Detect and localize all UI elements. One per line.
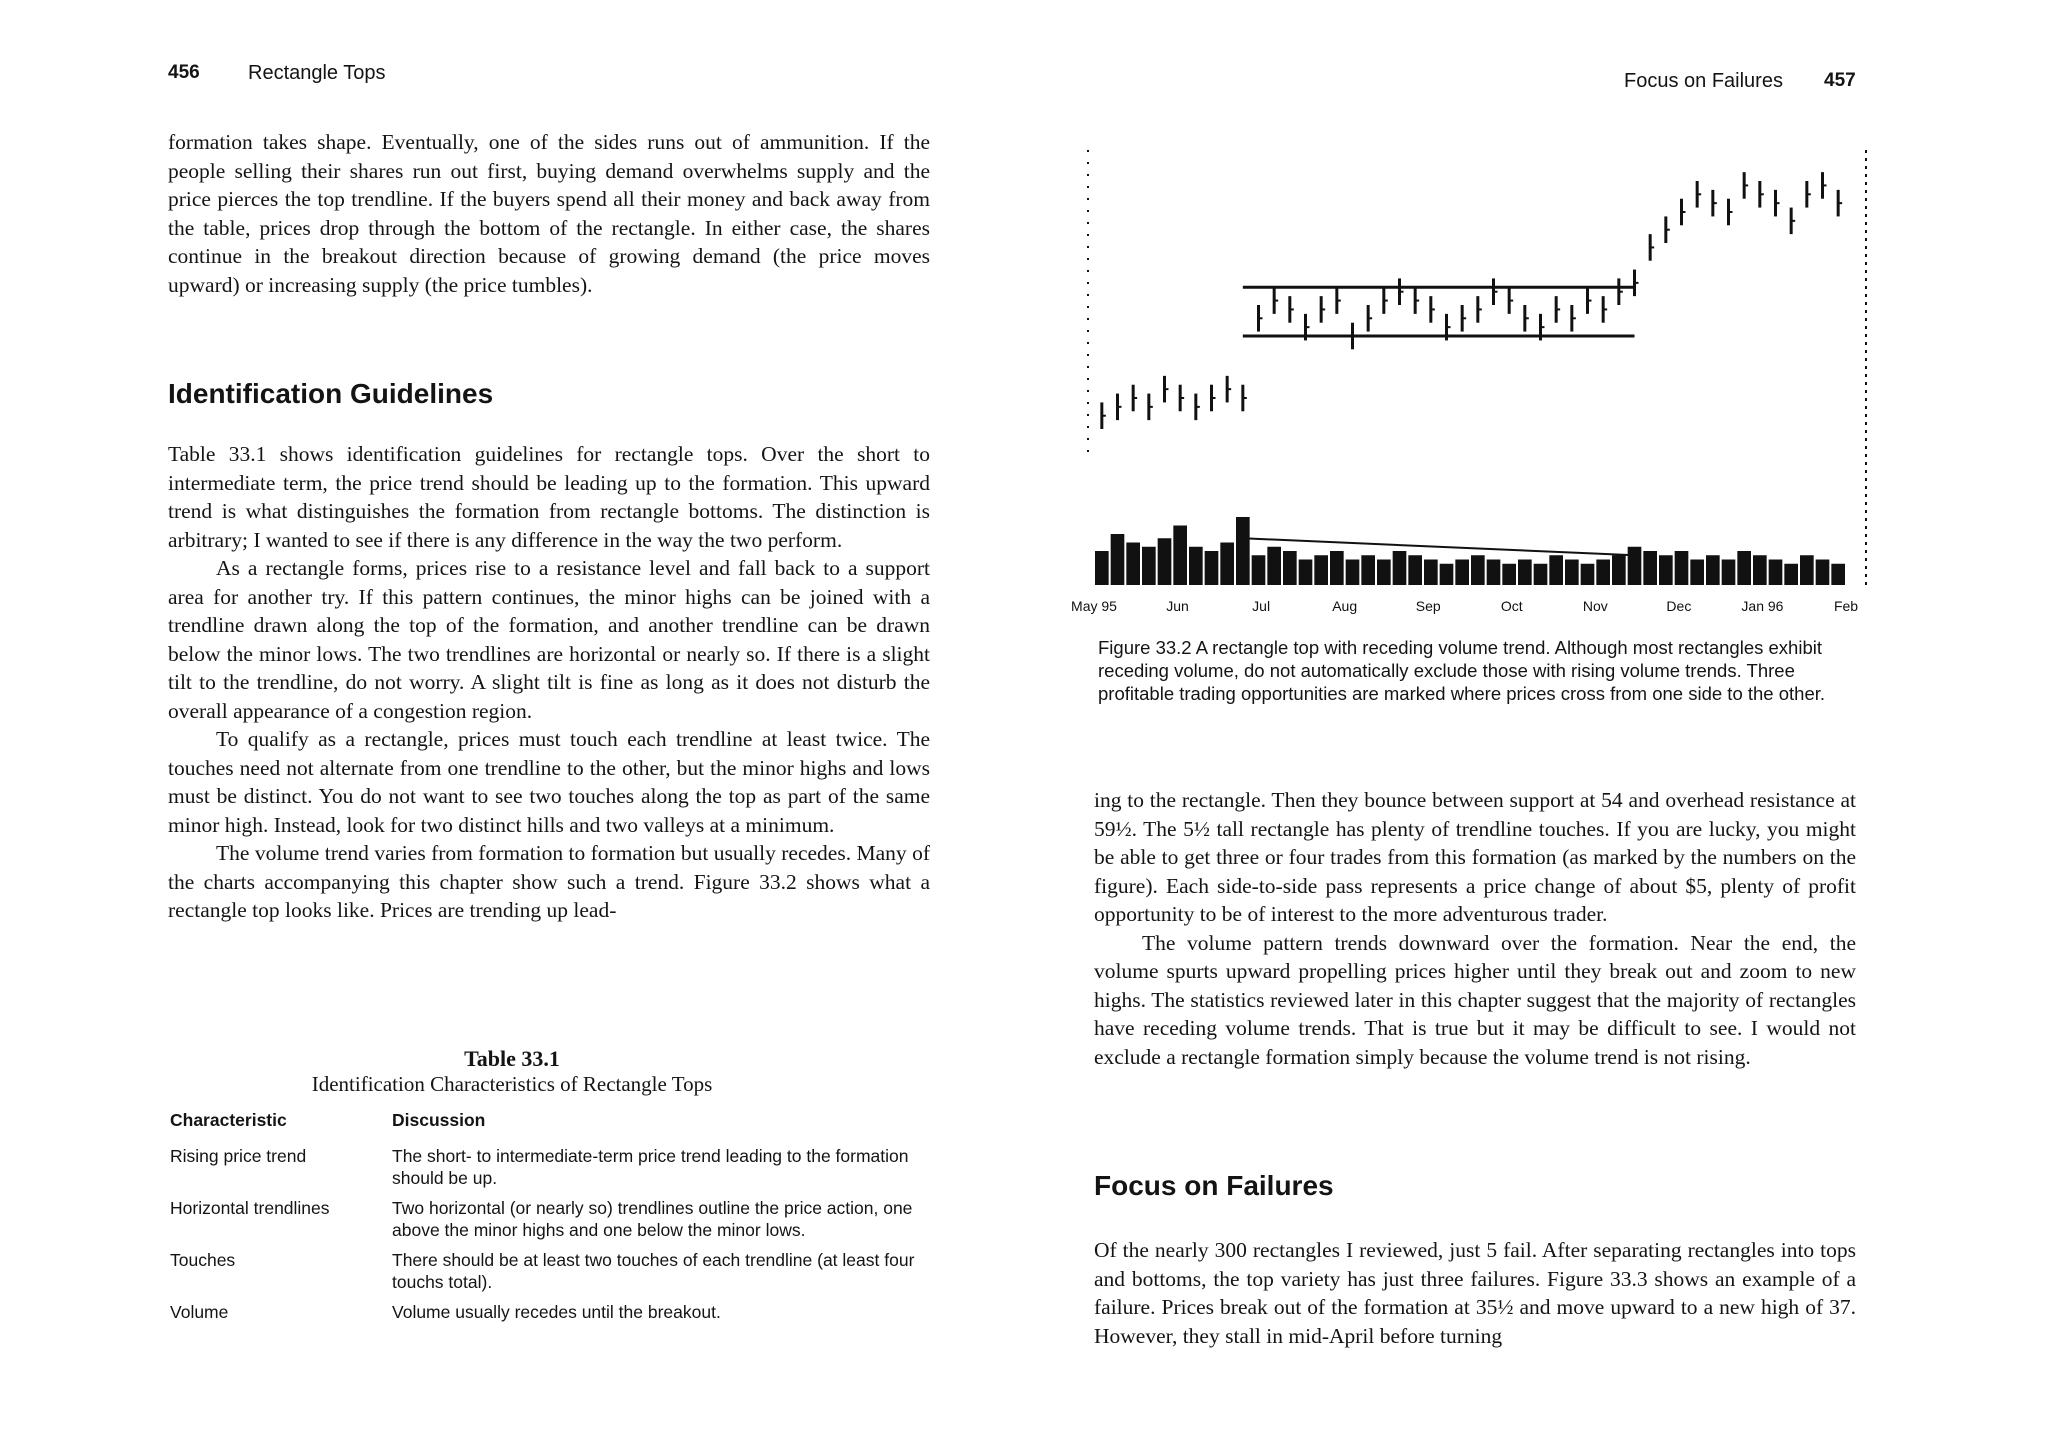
volume-bar (1424, 560, 1438, 586)
volume-bar (1142, 547, 1156, 585)
volume-bar (1690, 560, 1704, 586)
volume-bar (1111, 534, 1125, 585)
volume-bar (1299, 560, 1313, 586)
table-cell: Rising price trend (170, 1146, 307, 1166)
volume-bar (1455, 560, 1469, 586)
volume-bar (1252, 555, 1266, 585)
volume-bar (1393, 551, 1407, 585)
volume-bar (1377, 560, 1391, 586)
volume-bar (1095, 551, 1109, 585)
volume-bar (1706, 555, 1720, 585)
volume-bar (1565, 560, 1579, 586)
table-cell: Volume (170, 1302, 229, 1322)
table-subtitle: Identification Characteristics of Rectangle Tops (311, 1072, 713, 1096)
identification-table (170, 1110, 930, 1331)
volume-bar (1471, 555, 1485, 585)
intro-paragraph-block (168, 128, 930, 299)
volume-trendline (1243, 538, 1635, 555)
volume-bar (1126, 543, 1140, 586)
failures-text-block (1094, 1236, 1856, 1350)
volume-bar (1487, 560, 1501, 586)
x-tick-label: Feb (1833, 598, 1859, 614)
volume-bar (1267, 547, 1281, 585)
volume-bar (1581, 564, 1595, 585)
volume-bar (1518, 560, 1532, 586)
x-tick-label: Sep (1415, 598, 1441, 614)
x-tick-label: Jan 96 (1741, 598, 1784, 614)
table-header-row (170, 1110, 930, 1145)
volume-bar (1800, 555, 1814, 585)
volume-bar (1831, 564, 1845, 585)
section-heading: Focus on Failures (1094, 1170, 1334, 1201)
volume-bar (1314, 555, 1328, 585)
x-tick-label: Aug (1332, 598, 1358, 614)
volume-bar (1675, 551, 1689, 585)
running-head: Focus on Failures (1624, 70, 1783, 92)
page-number: 456 (168, 62, 200, 83)
paragraph: Table 33.1 shows identification guidelines for rectangle tops. Over the short to intermediate term, the price trend should be leading up to the formation. This upward trend is what distinguishes the formation from rectangle bottoms. The distinction is arbitrary; I wanted to see if there is any difference in the way the two perform. (168, 442, 930, 552)
table-row (170, 1197, 930, 1249)
volume-bar (1816, 560, 1830, 586)
page-number: 457 (1824, 70, 1856, 91)
volume-bar (1769, 560, 1783, 586)
volume-bar (1408, 555, 1422, 585)
table-row (170, 1145, 930, 1197)
table-header-cell: Characteristic (170, 1110, 287, 1130)
volume-bar (1612, 555, 1626, 585)
volume-bar (1440, 564, 1454, 585)
paragraph: Of the nearly 300 rectangles I reviewed, just 5 fail. After separating rectangles into tops and bottoms, the top variety has just three failures. Figure 33.3 shows an example of a failure. Prices break out of the formation at 35½ and move upward to a new high of 37. However, they stall in mid-April before turning (1094, 1238, 1856, 1348)
rectangle-top-chart (1071, 120, 1896, 620)
volume-bar (1753, 555, 1767, 585)
volume-bar (1361, 555, 1375, 585)
paragraph: formation takes shape. Eventually, one of the sides runs out of ammunition. If the people selling their shares run out first, buying demand overwhelms supply and the price pierces the top trendline. If the buyers spend all their money and back away from the table, prices drop through the bottom of the rectangle. In either case, the shares continue in the breakout direction because of growing demand (the price moves upward) or increasing supply (the price tumbles). (168, 130, 930, 297)
table-cell: There should be at least two touches of each trendline (at least four touchs total). (392, 1250, 915, 1292)
paragraph: The volume trend varies from formation to formation but usually recedes. Many of the charts accompanying this chapter show such a trend. Figure 33.2 shows what a rectangle top looks like. Prices are trending up lead- (168, 841, 930, 922)
section-heading: Identification Guidelines (168, 378, 494, 409)
table-cell: Volume usually recedes until the breakout. (392, 1302, 721, 1322)
x-tick-label: Jun (1166, 598, 1189, 614)
volume-bar (1643, 551, 1657, 585)
x-tick-label: Jul (1252, 598, 1271, 614)
x-tick-label: Dec (1666, 598, 1692, 614)
table-title: Table 33.1 (464, 1046, 560, 1071)
table-row (170, 1301, 930, 1331)
volume-bar (1596, 560, 1610, 586)
volume-bar (1236, 517, 1250, 585)
volume-bar (1158, 538, 1172, 585)
table-row (170, 1249, 930, 1301)
table-header-cell: Discussion (392, 1110, 486, 1130)
table-cell: The short- to intermediate-term price trend leading to the formation should be up. (392, 1146, 909, 1188)
table-cell: Touches (170, 1250, 236, 1270)
right-body-text-block (1094, 786, 1856, 1071)
volume-bar (1534, 564, 1548, 585)
volume-bar (1628, 547, 1642, 585)
paragraph: ing to the rectangle. Then they bounce between support at 54 and overhead resistance at 59½. The 5½ tall rectangle has plenty of trendline touches. If you are lucky, you might be able to get three or four trades from this formation (as marked by the numbers on the figure). Each side-to-side pass represents a price change of about $5, plenty of profit opportunity to be of interest to the more adventurous trader. (1094, 788, 1856, 926)
x-tick-label: May 95 (1071, 598, 1117, 614)
volume-bar (1189, 547, 1203, 585)
volume-bar (1502, 564, 1516, 585)
volume-bar (1737, 551, 1751, 585)
table-cell: Horizontal trendlines (170, 1198, 330, 1218)
x-tick-label: Oct (1500, 598, 1523, 614)
volume-bar (1346, 560, 1360, 586)
volume-bar (1549, 555, 1563, 585)
x-tick-label: Nov (1582, 598, 1608, 614)
volume-bar (1722, 560, 1736, 586)
body-text-block (168, 440, 930, 925)
paragraph: The volume pattern trends downward over the formation. Near the end, the volume spurts upward propelling prices higher until they break out and zoom to new highs. The statistics reviewed later in this chapter suggest that the majority of rectangles have receding volume trends. That is true but it may be difficult to see. I would not exclude a rectangle formation simply because the volume trend is not rising. (1094, 930, 1856, 1069)
table-caption (0, 1046, 1024, 1097)
volume-bar (1173, 526, 1187, 586)
running-head: Rectangle Tops (248, 62, 386, 84)
volume-bar (1205, 551, 1219, 585)
volume-bar (1220, 543, 1234, 586)
volume-bar (1784, 564, 1798, 585)
figure-caption: Figure 33.2 A rectangle top with receding volume trend. Although most rectangles exhibit receding volume, do not automatically exclude those with rising volume trends. Three profitable trading opportunities are marked where prices cross from one side to the other. (1098, 637, 1826, 704)
table-cell: Two horizontal (or nearly so) trendlines outline the price action, one above the minor highs and one below the minor lows. (392, 1198, 913, 1240)
volume-bar (1330, 551, 1344, 585)
paragraph: To qualify as a rectangle, prices must touch each trendline at least twice. The touches need not alternate from one trendline to the other, but the minor highs and lows must be distinct. You do not want to see two touches along the top as part of the same minor high. Instead, look for two distinct hills and two valleys at a minimum. (168, 727, 930, 837)
volume-bar (1659, 555, 1673, 585)
paragraph: As a rectangle forms, prices rise to a resistance level and fall back to a support area for another try. If this pattern continues, the minor highs can be joined with a trendline drawn along the top of the formation, and another trendline can be drawn below the minor lows. The two trendlines are horizontal or nearly so. If there is a slight tilt to the trendline, do not worry. A slight tilt is fine as long as it does not disturb the overall appearance of a congestion region. (168, 556, 930, 723)
volume-bar (1283, 551, 1297, 585)
